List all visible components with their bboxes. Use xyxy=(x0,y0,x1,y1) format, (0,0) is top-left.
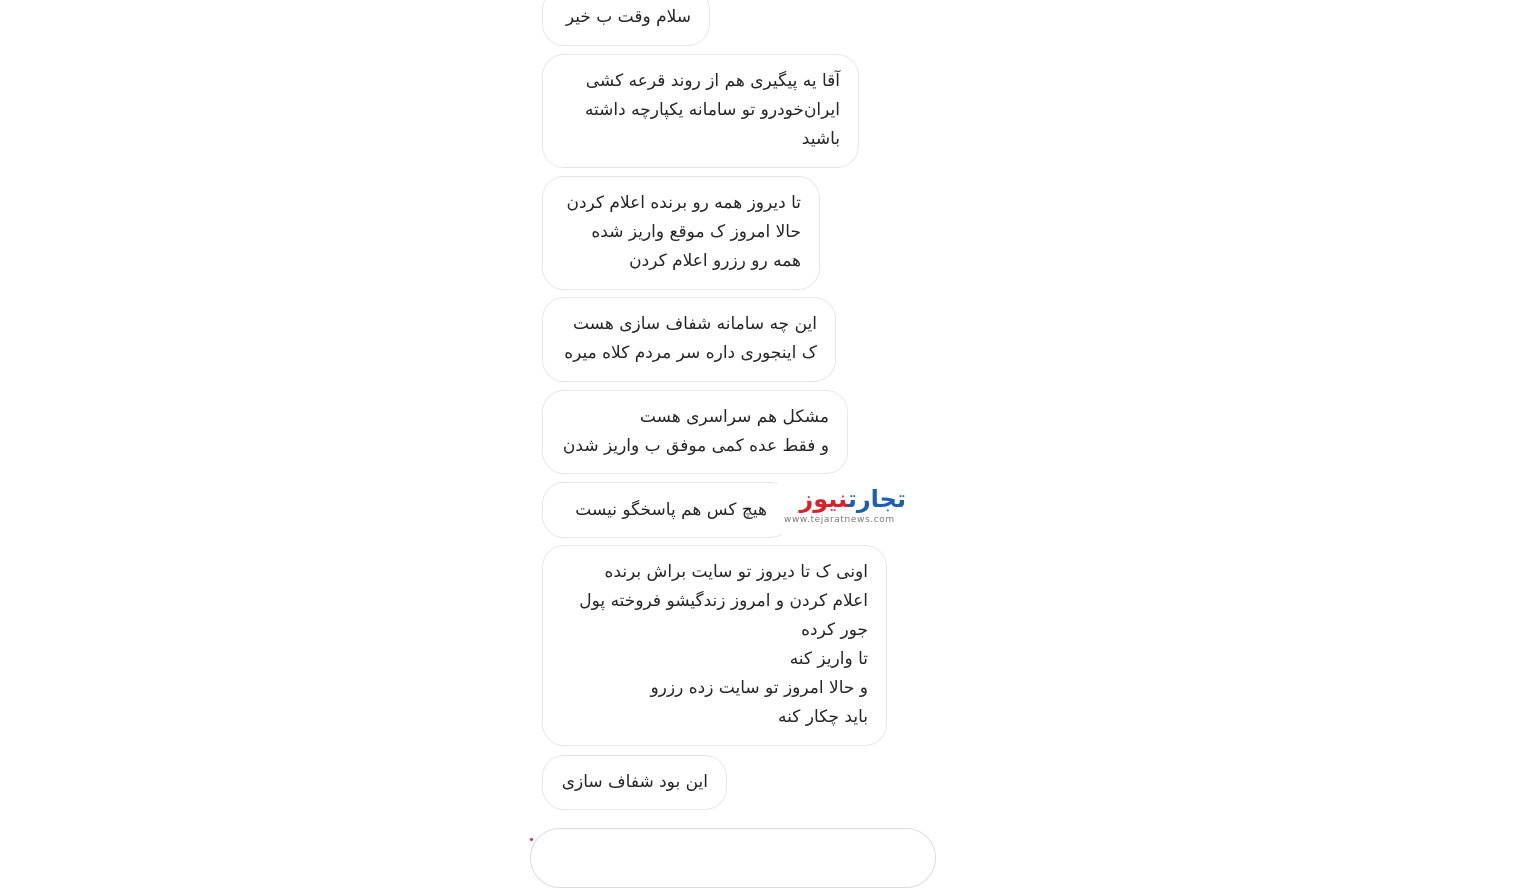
message-line: اعلام کردن و امروز زندگیشو فروخته پول xyxy=(579,591,868,611)
message-bubble[interactable] xyxy=(542,54,859,168)
message-line: باشید xyxy=(801,129,840,149)
message-bubble[interactable] xyxy=(542,545,887,746)
message-line: و حالا امروز تو سایت زده رزرو xyxy=(650,678,868,698)
message-line: ایران‌خودرو تو سامانه یکپارچه داشته xyxy=(584,100,840,120)
message-bubble[interactable] xyxy=(542,755,727,810)
message-line: سلام وقت ب خیر xyxy=(565,7,691,27)
watermark-brand xyxy=(799,484,906,514)
message-line: این چه سامانه شفاف سازی هست xyxy=(572,314,817,334)
message-line: تا واریز کنه xyxy=(789,649,868,669)
message-line: همه رو رزرو اعلام کردن xyxy=(629,251,801,271)
message-line: آقا یه پیگیری هم از روند قرعه کشی xyxy=(585,71,840,91)
message-bubble[interactable] xyxy=(542,482,792,538)
message-composer-input[interactable] xyxy=(530,828,936,888)
watermark-brand-part2: نیوز xyxy=(799,485,848,513)
watermark-brand-part1: تجارت xyxy=(847,485,906,513)
message-line: هیچ کس هم پاسخگو نیست xyxy=(575,500,767,520)
message-bubble[interactable] xyxy=(542,390,848,474)
message-line: تا دیروز همه رو برنده اعلام کردن xyxy=(566,193,801,213)
message-line: اونی ک تا دیروز تو سایت براش برنده xyxy=(604,562,868,582)
watermark-site-url: www.tejaratnews.com xyxy=(784,515,895,525)
tejaratnews-watermark-logo xyxy=(776,482,916,534)
message-bubble[interactable] xyxy=(542,0,710,46)
message-line: باید چکار کنه xyxy=(778,707,868,727)
message-bubble[interactable] xyxy=(542,176,820,290)
message-line: و فقط عده کمی موفق ب واریز شدن xyxy=(562,436,829,456)
message-line: ک اینجوری داره سر مردم کلاه میره xyxy=(564,343,817,363)
message-line: مشکل هم سراسری هست xyxy=(639,407,829,427)
message-line: حالا امروز ک موقع واریز شده xyxy=(591,222,801,242)
message-bubble[interactable] xyxy=(542,297,836,382)
message-line: جور کرده xyxy=(801,620,868,640)
message-line: این بود شفاف سازی xyxy=(561,772,708,792)
composer-indicator-dot xyxy=(530,838,533,841)
